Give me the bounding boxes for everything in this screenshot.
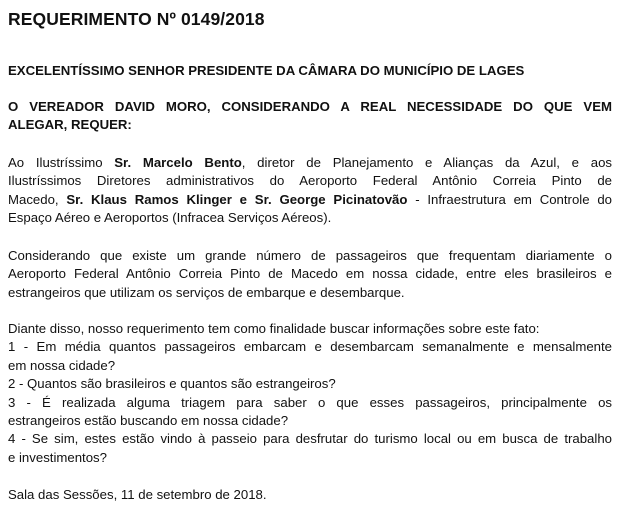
question-3-line-1: 3 - É realizada alguma triagem para saber o que esses passageiros, principalmente os — [8, 394, 612, 410]
document-title: REQUERIMENTO Nº 0149/2018 — [8, 9, 265, 29]
paragraph-addressees-line-2: Ilustríssimos Diretores administrativos do Aeroporto Federal Antônio Correia Pinto de — [8, 173, 612, 189]
question-2: 2 - Quantos são brasileiros e quantos são estrangeiros? — [8, 376, 336, 392]
question-4-line-1: 4 - Se sim, estes estão vindo à passeio para desfrutar do turismo local ou em busca de trabalho — [8, 431, 612, 447]
paragraph-addressees-line-3 — [8, 191, 612, 209]
paragraph-questions — [8, 320, 612, 467]
closing-text: Sala das Sessões, 11 de setembro de 2018. — [8, 487, 267, 502]
question-3-line-2: estrangeiros estão buscando em nossa cidade? — [8, 413, 289, 429]
paragraph-considering-line-1: Considerando que existe um grande número de passageiros que frequentam diariamente o — [8, 248, 612, 263]
name-marcelo-bento: Sr. Marcelo Bento — [114, 155, 242, 170]
paragraph-addressees-line-1 — [8, 154, 612, 172]
preamble-line-2: ALEGAR, REQUER: — [8, 117, 132, 132]
questions-intro: Diante disso, nosso requerimento tem como finalidade buscar informações sobre este fato: — [8, 321, 540, 336]
paragraph-addressees — [8, 154, 612, 228]
question-1-line-2: em nossa cidade? — [8, 357, 116, 373]
names-directors: Sr. Klaus Ramos Klinger e Sr. George Picinatovão — [66, 191, 408, 207]
question-1-line-1: 1 - Em média quantos passageiros embarcam e desembarcam semanalmente e mensalmente — [8, 339, 612, 355]
text-segment: - Infraestrutura em Controle do — [407, 191, 612, 207]
closing-line — [8, 486, 612, 504]
text-segment: Macedo, — [8, 191, 67, 207]
preamble-line-1: O VEREADOR DAVID MORO, CONSIDERANDO A REAL NECESSIDADE DO QUE VEM — [8, 99, 612, 114]
text-segment: Ao Ilustríssimo — [8, 155, 115, 170]
preamble-heading — [8, 98, 612, 134]
paragraph-considering-line-2: Aeroporto Federal Antônio Correia Pinto de Macedo em nossa cidade, entre eles brasileiros e — [8, 266, 612, 282]
paragraph-considering — [8, 247, 612, 302]
text-segment: , diretor de Planejamento e Alianças da Azul, e aos — [241, 155, 612, 170]
addressee-heading: EXCELENTÍSSIMO SENHOR PRESIDENTE DA CÂMARA DO MUNICÍPIO DE LAGES — [8, 63, 525, 78]
paragraph-addressees-line-4: Espaço Aéreo e Aeroportos (Infracea Serviços Aéreos). — [8, 210, 332, 226]
question-4-line-2: e investimentos? — [8, 449, 107, 465]
paragraph-considering-line-3: estrangeiros que utilizam os serviços de embarque e desembarque. — [8, 284, 405, 300]
